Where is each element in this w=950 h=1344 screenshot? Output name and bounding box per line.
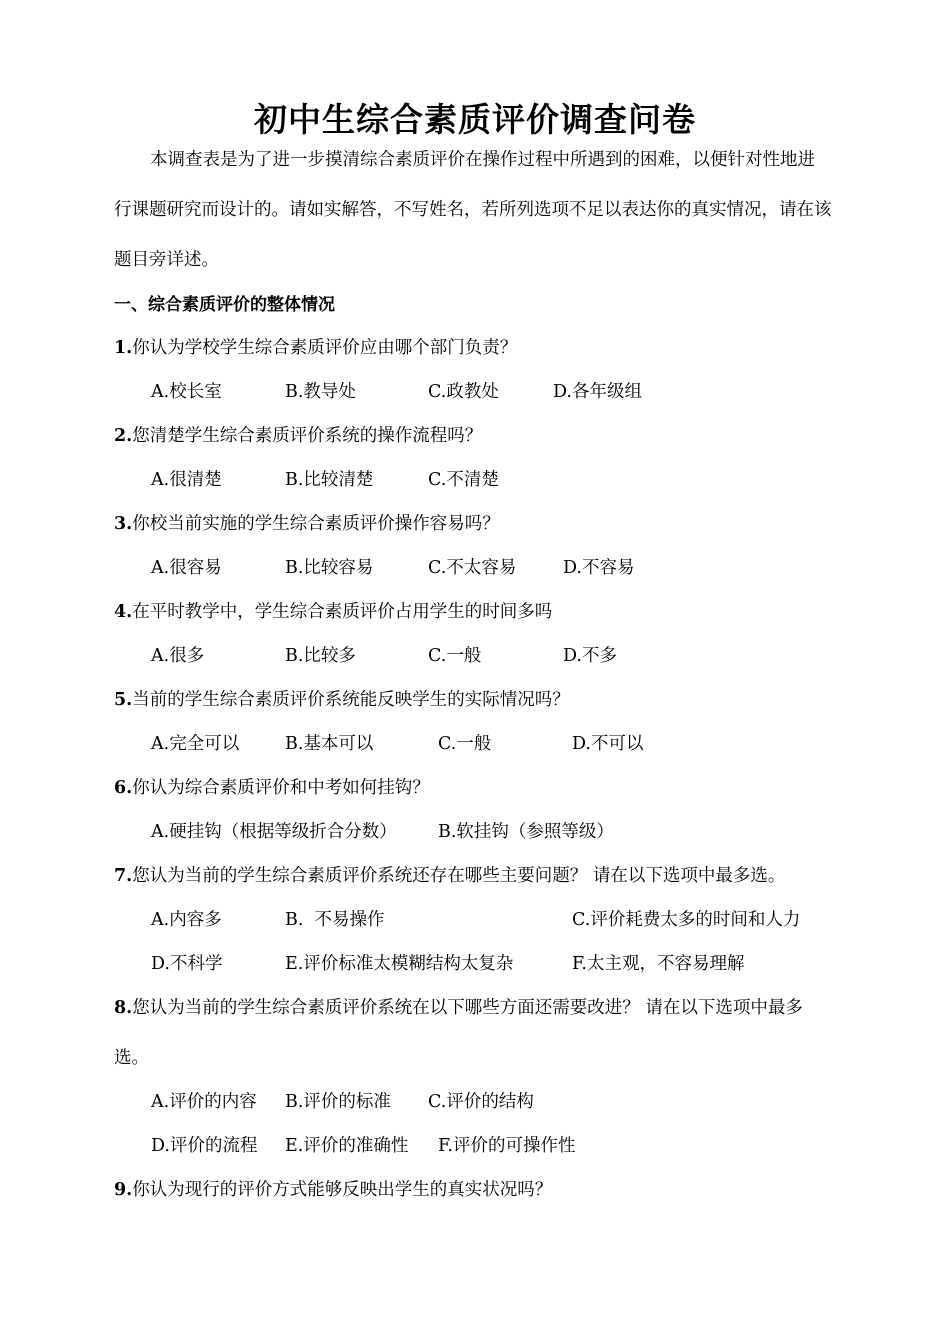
option-6a[interactable]: A.硬挂钩（根据等级折合分数） bbox=[151, 822, 397, 842]
question-number: 2. bbox=[114, 426, 133, 446]
question-number: 4. bbox=[114, 602, 133, 622]
question-number: 9. bbox=[114, 1180, 133, 1200]
option-7c[interactable]: C.评价耗费太多的时间和人力 bbox=[572, 910, 801, 930]
option-7a[interactable]: A.内容多 bbox=[151, 910, 222, 930]
option-8e[interactable]: E.评价的准确性 bbox=[285, 1136, 409, 1156]
option-5a[interactable]: A.完全可以 bbox=[151, 734, 240, 754]
intro-line-2: 行课题研究而设计的。请如实解答，不写姓名，若所列选项不足以表达你的真实情况，请在该 bbox=[114, 200, 832, 220]
question-text: 您清楚学生综合素质评价系统的操作流程吗？ bbox=[132, 426, 483, 446]
option-4b[interactable]: B.比较多 bbox=[285, 646, 356, 666]
question-4 bbox=[114, 598, 552, 623]
intro-line-1: 本调查表是为了进一步摸清综合素质评价在操作过程中所遇到的困难，以便针对性地进 bbox=[150, 150, 815, 170]
question-text: 当前的学生综合素质评价系统能反映学生的实际情况吗？ bbox=[132, 690, 570, 710]
question-1 bbox=[114, 334, 517, 359]
option-2c[interactable]: C.不清楚 bbox=[428, 470, 499, 490]
option-1d[interactable]: D.各年级组 bbox=[553, 382, 642, 402]
question-6 bbox=[114, 774, 430, 799]
option-7f[interactable]: F.太主观，不容易理解 bbox=[572, 954, 745, 974]
question-text: 你认为现行的评价方式能够反映出学生的真实状况吗？ bbox=[132, 1180, 553, 1200]
option-2a[interactable]: A.很清楚 bbox=[151, 470, 222, 490]
option-1c[interactable]: C.政教处 bbox=[428, 382, 499, 402]
question-5 bbox=[114, 686, 570, 711]
option-1a[interactable]: A.校长室 bbox=[151, 382, 222, 402]
question-text: 您认为当前的学生综合素质评价系统还存在哪些主要问题？ 请在以下选项中最多选。 bbox=[132, 866, 786, 886]
question-text: 在平时教学中，学生综合素质评价占用学生的时间多吗 bbox=[132, 602, 553, 622]
option-5d[interactable]: D.不可以 bbox=[572, 734, 644, 754]
question-text: 你认为综合素质评价和中考如何挂钩？ bbox=[132, 778, 430, 798]
option-4a[interactable]: A.很多 bbox=[151, 646, 205, 666]
question-text: 你校当前实施的学生综合素质评价操作容易吗？ bbox=[132, 514, 500, 534]
page-title: 初中生综合素质评价调查问卷 bbox=[254, 100, 696, 139]
question-7 bbox=[114, 862, 785, 887]
intro-line-3: 题目旁详述。 bbox=[114, 250, 219, 270]
option-3c[interactable]: C.不太容易 bbox=[428, 558, 517, 578]
question-3 bbox=[114, 510, 500, 535]
option-7e[interactable]: E.评价标准太模糊结构太复杂 bbox=[285, 954, 514, 974]
option-8a[interactable]: A.评价的内容 bbox=[151, 1092, 257, 1112]
question-number: 3. bbox=[114, 514, 133, 534]
question-8-continuation: 选。 bbox=[114, 1048, 149, 1068]
option-3b[interactable]: B.比较容易 bbox=[285, 558, 374, 578]
option-8b[interactable]: B.评价的标准 bbox=[285, 1092, 391, 1112]
option-4c[interactable]: C.一般 bbox=[428, 646, 482, 666]
option-4d[interactable]: D.不多 bbox=[563, 646, 617, 666]
option-7b[interactable]: B. 不易操作 bbox=[285, 910, 385, 930]
option-1b[interactable]: B.教导处 bbox=[285, 382, 356, 402]
option-5b[interactable]: B.基本可以 bbox=[285, 734, 374, 754]
option-8d[interactable]: D.评价的流程 bbox=[151, 1136, 258, 1156]
option-8c[interactable]: C.评价的结构 bbox=[428, 1092, 534, 1112]
section-heading: 一、综合素质评价的整体情况 bbox=[114, 295, 335, 315]
question-number: 8. bbox=[114, 998, 133, 1018]
option-6b[interactable]: B.软挂钩（参照等级） bbox=[438, 822, 614, 842]
option-8f[interactable]: F.评价的可操作性 bbox=[438, 1136, 576, 1156]
option-7d[interactable]: D.不科学 bbox=[151, 954, 223, 974]
question-text: 你认为学校学生综合素质评价应由哪个部门负责？ bbox=[132, 338, 518, 358]
question-8 bbox=[114, 994, 803, 1019]
question-number: 5. bbox=[114, 690, 133, 710]
option-2b[interactable]: B.比较清楚 bbox=[285, 470, 374, 490]
question-text: 您认为当前的学生综合素质评价系统在以下哪些方面还需要改进？ 请在以下选项中最多 bbox=[132, 998, 803, 1018]
question-number: 6. bbox=[114, 778, 133, 798]
question-number: 7. bbox=[114, 866, 133, 886]
option-5c[interactable]: C.一般 bbox=[438, 734, 492, 754]
option-3d[interactable]: D.不容易 bbox=[563, 558, 635, 578]
question-number: 1. bbox=[114, 338, 133, 358]
question-9 bbox=[114, 1176, 552, 1201]
option-3a[interactable]: A.很容易 bbox=[151, 558, 222, 578]
question-2 bbox=[114, 422, 482, 447]
